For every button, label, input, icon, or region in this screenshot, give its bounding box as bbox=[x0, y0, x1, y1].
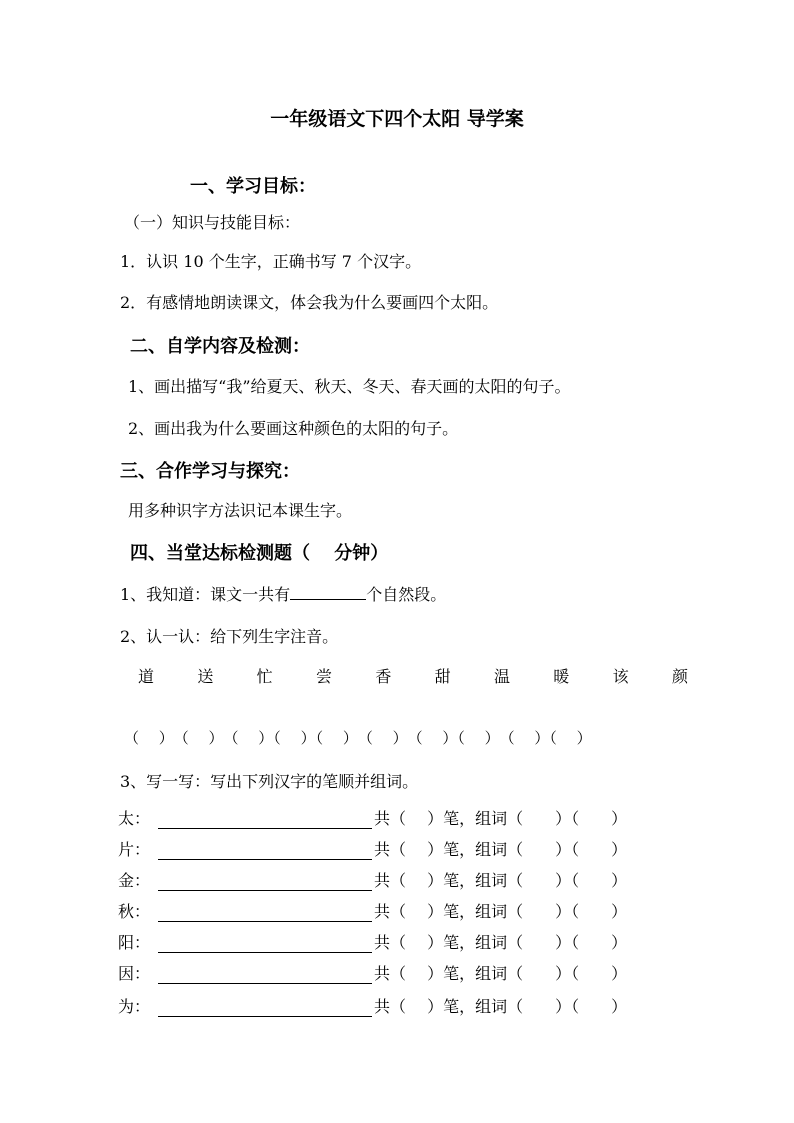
pinyin-answer-parens[interactable]: （ ） （ ） （ ）（ ）（ ） （ ） （ ）（ ） （ ）（ ） bbox=[124, 729, 592, 747]
stroke-order-line[interactable] bbox=[158, 965, 372, 984]
section2-heading: 二、自学内容及检测： bbox=[130, 336, 310, 357]
row-character: 秋： bbox=[118, 902, 151, 921]
question-2: 2、认一认：给下列生字注音。 bbox=[120, 627, 339, 646]
section3-text: 用多种识字方法识记本课生字。 bbox=[128, 501, 353, 520]
character: 香 bbox=[375, 667, 392, 686]
character: 送 bbox=[197, 667, 214, 686]
section1-subheading: （一）知识与技能目标： bbox=[124, 213, 301, 232]
stroke-order-line[interactable] bbox=[158, 903, 372, 922]
row-fields: 共（ ）笔，组词（ ）（ ） bbox=[374, 871, 628, 890]
stroke-order-line[interactable] bbox=[158, 872, 372, 891]
stroke-order-line[interactable] bbox=[158, 810, 372, 829]
character: 道 bbox=[138, 667, 155, 686]
question-1-suffix: 个自然段。 bbox=[366, 585, 447, 604]
stroke-order-line[interactable] bbox=[158, 841, 372, 860]
character: 尝 bbox=[315, 667, 332, 686]
character: 颜 bbox=[671, 667, 688, 686]
row-fields: 共（ ）笔，组词（ ）（ ） bbox=[374, 997, 628, 1016]
question-3: 3、写一写：写出下列汉字的笔顺并组词。 bbox=[120, 772, 419, 791]
character: 该 bbox=[612, 667, 629, 686]
stroke-row bbox=[118, 837, 627, 860]
row-character: 太： bbox=[118, 809, 151, 828]
row-fields: 共（ ）笔，组词（ ）（ ） bbox=[374, 840, 628, 859]
row-character: 因： bbox=[118, 964, 151, 983]
row-character: 阳： bbox=[118, 933, 151, 952]
character: 暖 bbox=[553, 667, 570, 686]
section1-item-2: 2．有感情地朗读课文，体会我为什么要画四个太阳。 bbox=[120, 293, 499, 312]
section1-heading: 一、学习目标： bbox=[190, 176, 316, 197]
stroke-row bbox=[118, 899, 627, 922]
stroke-row bbox=[118, 930, 627, 953]
question-1 bbox=[120, 582, 446, 605]
row-character: 金： bbox=[118, 871, 151, 890]
section1-item-1: 1．认识 10 个生字，正确书写 7 个汉字。 bbox=[120, 252, 422, 271]
row-fields: 共（ ）笔，组词（ ）（ ） bbox=[374, 902, 628, 921]
stroke-row bbox=[118, 806, 627, 829]
stroke-order-line[interactable] bbox=[158, 934, 372, 953]
row-fields: 共（ ）笔，组词（ ）（ ） bbox=[374, 933, 628, 952]
question-1-text: 1、我知道：课文一共有 bbox=[120, 585, 291, 604]
section4-heading: 四、当堂达标检测题（ 分钟） bbox=[130, 543, 389, 564]
character-list bbox=[138, 664, 688, 687]
stroke-row bbox=[118, 868, 627, 891]
answer-blank[interactable] bbox=[290, 583, 366, 600]
row-fields: 共（ ）笔，组词（ ）（ ） bbox=[374, 809, 628, 828]
row-character: 为： bbox=[118, 997, 151, 1016]
stroke-row bbox=[118, 994, 627, 1017]
stroke-order-line[interactable] bbox=[158, 998, 372, 1017]
row-fields: 共（ ）笔，组词（ ）（ ） bbox=[374, 964, 628, 983]
section3-heading: 三、合作学习与探究： bbox=[120, 461, 300, 482]
character: 甜 bbox=[434, 667, 451, 686]
row-character: 片： bbox=[118, 840, 151, 859]
stroke-row bbox=[118, 961, 627, 984]
section2-item-1: 1、画出描写“我”给夏天、秋天、冬天、春天画的太阳的句子。 bbox=[128, 377, 571, 396]
character: 忙 bbox=[256, 667, 273, 686]
section2-item-2: 2、画出我为什么要画这种颜色的太阳的句子。 bbox=[128, 419, 459, 438]
character: 温 bbox=[493, 667, 510, 686]
page-title: 一年级语文下四个太阳 导学案 bbox=[270, 108, 524, 130]
